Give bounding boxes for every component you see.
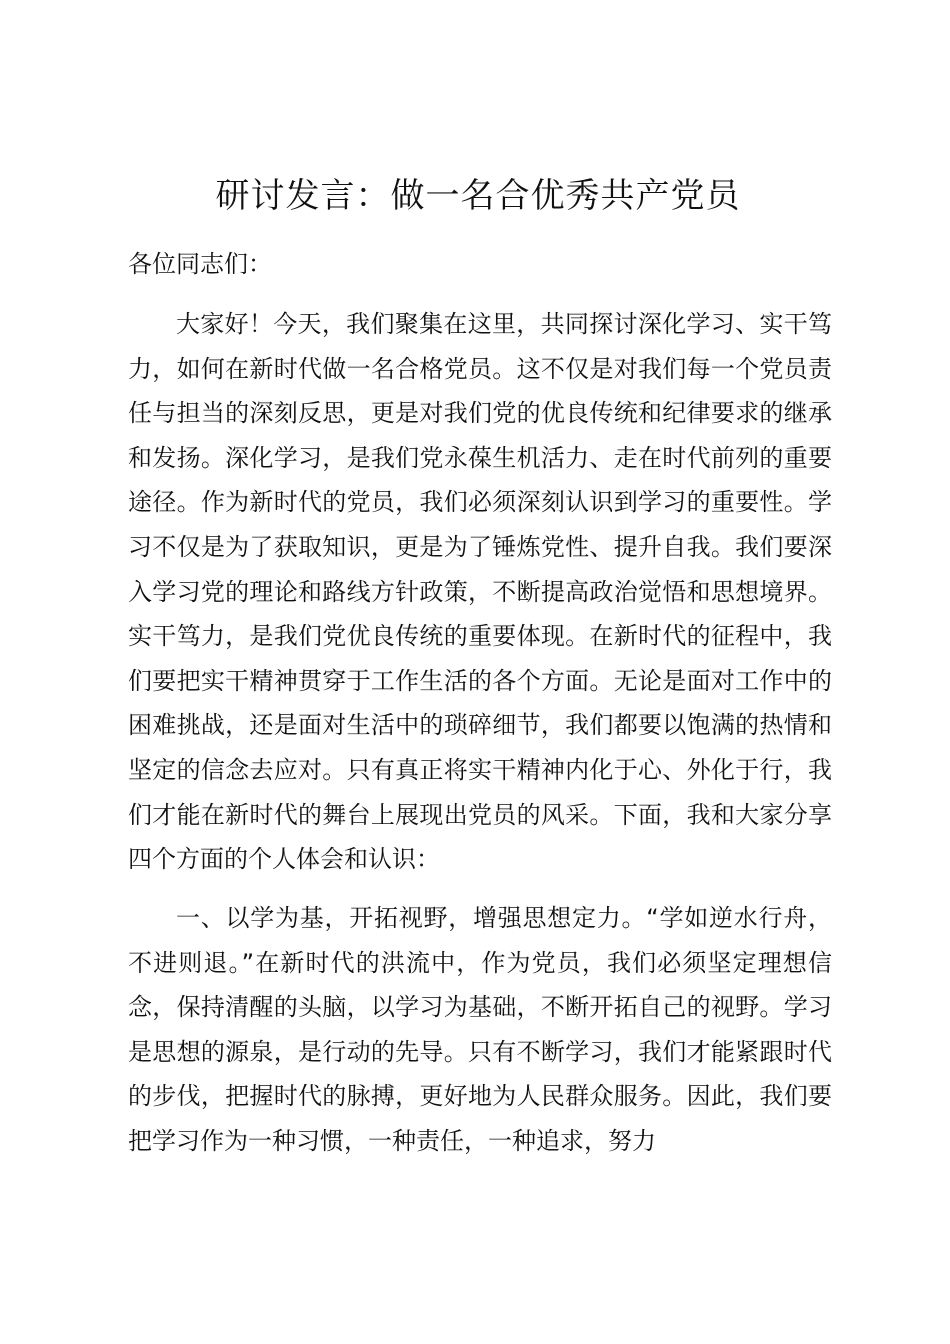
paragraph-section-one: 一、以学为基，开拓视野，增强思想定力。“学如逆水行舟，不进则退。”在新时代的洪流中，作为党员，我们必须坚定理想信念，保持清醒的头脑，以学习为基础，不断开拓自己的视野。学习是思想的源泉，是行动的先导。只有不断学习，我们才能紧跟时代的步伐，把握时代的脉搏，更好地为人民群众服务。因此，我们要把学习作为一种习惯，一种责任，一种追求，努力 (128, 904, 832, 1155)
document-title: 研讨发言：做一名合优秀共产党员 (215, 176, 741, 216)
paragraph-intro: 大家好！今天，我们聚集在这里，共同探讨深化学习、实干笃力，如何在新时代做一名合格党员。这不仅是对我们每一个党员责任与担当的深刻反思，更是对我们党的优良传统和纪律要求的继承和发扬。深化学习，是我们党永葆生机活力、走在时代前列的重要途径。作为新时代的党员，我们必须深刻认识到学习的重要性。学习不仅是为了获取知识，更是为了锤炼党性、提升自我。我们要深入学习党的理论和路线方针政策，不断提高政治觉悟和思想境界。实干笃力，是我们党优良传统的重要体现。在新时代的征程中，我们要把实干精神贯穿于工作生活的各个方面。无论是面对工作中的困难挑战，还是面对生活中的琐碎细节，我们都要以饱满的热情和坚定的信念去应对。只有真正将实干精神内化于心、外化于行，我们才能在新时代的舞台上展现出党员的风采。下面，我和大家分享四个方面的个人体会和认识： (128, 310, 832, 874)
salutation: 各位同志们： (128, 250, 272, 278)
